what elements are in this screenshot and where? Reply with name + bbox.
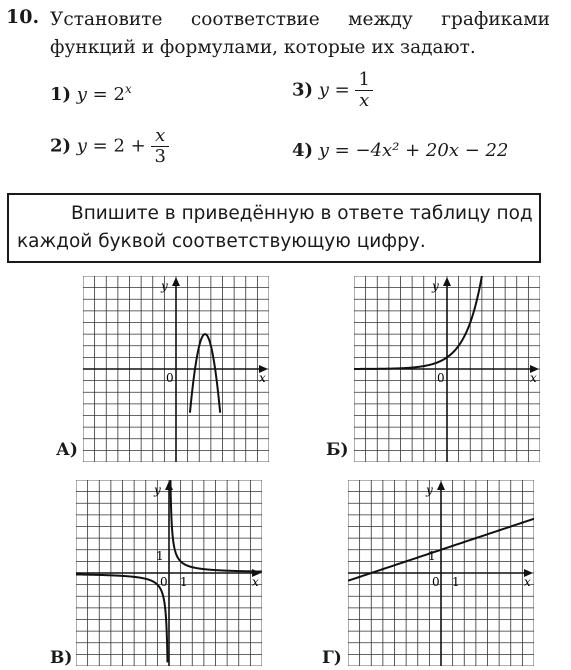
option-3-numerator: 1 [355, 70, 372, 91]
option-1-number: 1) [50, 84, 72, 105]
option-4-lhs: y [318, 140, 329, 161]
graph-b-y-label: y [432, 279, 439, 293]
option-2-denominator: 3 [154, 145, 166, 167]
graph-g-y-tick-label: 1 [428, 549, 436, 563]
option-1-exponent: x [124, 82, 132, 96]
graph-a-y-label: y [161, 279, 168, 293]
instruction-line-1: Впишите в приведённую в ответе таблицу под [71, 203, 533, 224]
instruction-box [7, 193, 541, 263]
option-3-number: 3) [292, 79, 314, 101]
option-1-lhs: y [76, 84, 87, 105]
graph-g [348, 480, 534, 666]
graph-v-y-label: y [154, 483, 161, 497]
option-3-fraction [355, 70, 372, 111]
graph-b-y-arrow [443, 277, 451, 286]
graph-g-x-tick-label: 1 [452, 575, 460, 589]
option-2-number: 2) [50, 135, 72, 157]
graph-v-curve-right [170, 480, 261, 572]
option-2-eq: = [86, 135, 114, 157]
option-3-eq: = [328, 79, 356, 101]
option-2-lhs: y [76, 135, 87, 157]
graph-a-origin-label: 0 [166, 371, 174, 385]
graph-a-x-label: x [259, 371, 266, 385]
option-4-eq: = [328, 140, 356, 161]
graph-g-y-arrow [437, 481, 445, 490]
option-3-lhs: y [318, 79, 329, 101]
graph-b-x-label: x [530, 371, 537, 385]
option-4-expression: −4x² + 20x − 22 [355, 140, 509, 161]
graph-g-y-label: y [426, 483, 433, 497]
graph-v [76, 480, 262, 666]
option-4 [292, 140, 508, 161]
instruction-line-2: каждой буквой соответствующую цифру. [17, 231, 426, 252]
graph-v-x-tick-label: 1 [180, 575, 188, 589]
graph-b-label: Б) [326, 440, 349, 460]
graph-g-x-label: x [524, 575, 531, 589]
graph-b [354, 276, 540, 462]
graph-v-origin-label: 0 [160, 575, 168, 589]
graph-v-y-tick-label: 1 [156, 549, 164, 563]
graph-g-origin-label: 0 [432, 575, 440, 589]
graph-g-label: Г) [322, 648, 342, 668]
graph-a-label: А) [56, 440, 78, 460]
option-2-prefix: 2 + [113, 135, 152, 157]
graph-v-y-arrow [165, 481, 173, 490]
option-2-fraction [151, 126, 168, 167]
option-1-base: 2 [113, 84, 125, 105]
graph-a [83, 276, 269, 462]
option-4-number: 4) [292, 140, 314, 161]
graph-v-x-label: x [252, 575, 259, 589]
question-number: 10. [6, 6, 40, 28]
graph-b-origin-label: 0 [437, 371, 445, 385]
option-2-numerator: x [151, 126, 168, 147]
graph-v-label: В) [50, 648, 73, 668]
option-2 [50, 126, 169, 167]
option-1 [50, 82, 132, 105]
option-3-denominator: x [359, 89, 370, 111]
option-3 [292, 70, 373, 111]
graph-a-y-arrow [172, 277, 180, 286]
graph-v-curve-left [76, 574, 167, 662]
question-text: Установите соответствие между графиками функций и формулами, которые их задают. [50, 9, 550, 58]
option-1-eq: = [86, 84, 114, 105]
